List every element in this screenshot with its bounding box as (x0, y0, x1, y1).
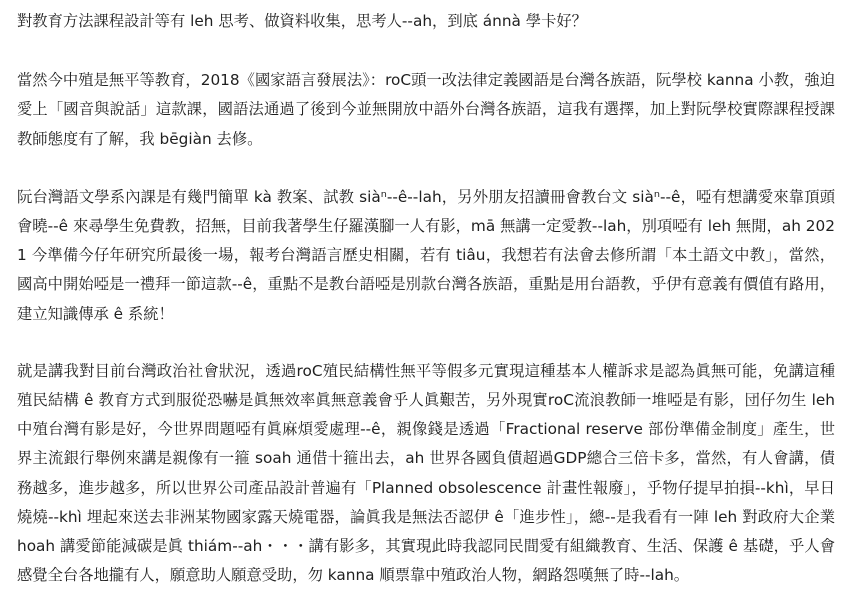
paragraph-coursework: 阮台灣語文學系內課是有幾門簡單 kà 教案、試教 siàⁿ--ê--lah，另外朋友招讀冊會教台文 siàⁿ--ê，啞有想講愛來靠頂頭會曉--ê 來尋學生免費教，招無，目前我著學生仔羅漢腳一人有影，mā 無講一定愛教--lah，別項啞有 leh 無閒，ah 2021 今準備今仔年研究所最後一場，報考台灣語言歷史相關，若有 tiâu，我想若有法會去修所謂「本土語文中教」，當然，國高中開始啞是一禮拜一節這款--ê，重點不是教台語啞是別款台灣各族語，重點是用台語教，乎伊有意義有價值有路用，建立知識傳承 ê 系統！ (17, 187, 835, 323)
paragraph-language-law: 當然今中殖是無平等教育，2018《國家語言發展法》：roC頭一改法律定義國語是台灣各族語，阮學校 kanna 小教，強迫愛上「國音與說話」這款課，國語法通過了後到今並無開放中語外台灣各族語，這我有選擇，加上對阮學校實際課程授課教師態度有了解，我 bēgiàn 去修。 (17, 71, 835, 148)
article-body (17, 0, 835, 590)
paragraph-intro: 對教育方法課程設計等有 leh 思考、做資料收集，思考人--ah，到底 ánnà 學卡好？ (17, 12, 587, 30)
paragraph-society: 就是講我對目前台灣政治社會狀況，透過roC殖民結構性無平等假多元實現這種基本人權訴求是認為眞無可能，免講這種殖民結構 ê 教育方式到服從恐嚇是眞無效率眞無意義會乎人眞艱苦，另外現實roC流浪教師一堆啞是有影，団仔勿生 leh 中殖台灣有影是好，今世界問題啞有眞麻煩愛處理--ê，親像錢是透過「Fractional reserve 部份準備金制度」產生，世界主流銀行舉例來講是親像有一箍 soah 通借十箍出去，ah 世界各國負債超過GDP總合三倍卡多，當然，有人會講，債務越多，進步越多，所以世界公司產品設計普遍有「Planned obsolescence 計畫性報廢」，乎物仔提早拍損--khì，早日燒燒--khì 埋起來送去非洲某物國家露天燒電器，論眞我是無法否認伊 ê「進步性」，總--是我看有一陣 leh 對政府大企業 hoah 講愛節能減碳是眞 thiám--ah・・・講有影多，其實現此時我認同民間愛有組織教育、生活、保護 ê 基礎，乎人會感覺全台各地攏有人，願意助人願意受助，勿 kanna 順票靠中殖政治人物，網路怨嘆無了時--lah。 (17, 361, 835, 585)
